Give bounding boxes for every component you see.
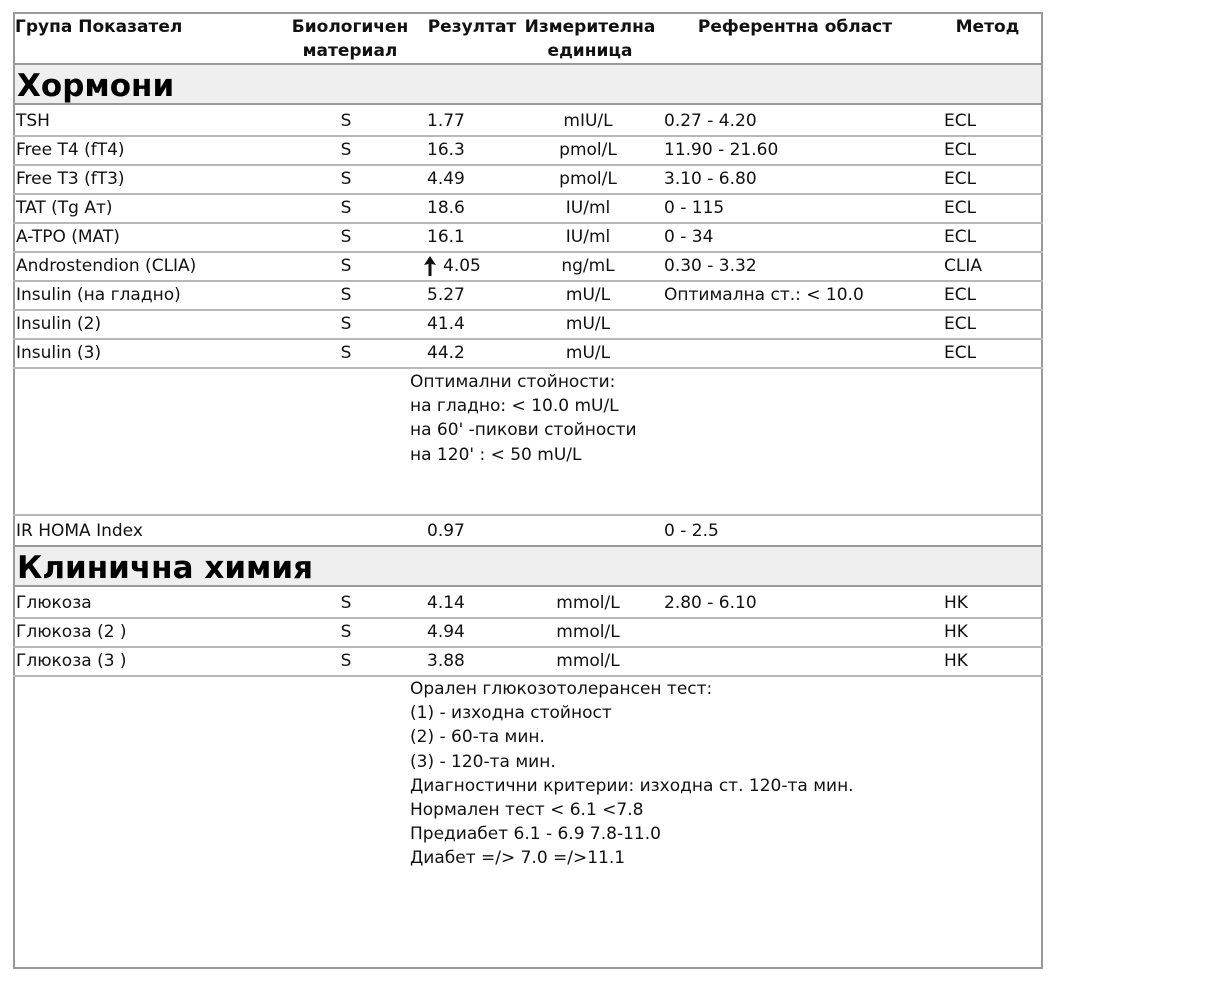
row-result: 16.1 [427, 227, 465, 247]
report-bottom-border [13, 967, 1043, 969]
row-method: ECL [944, 198, 977, 218]
row-name: Insulin (3) [16, 343, 102, 363]
row-name: Глюкоза (3 ) [16, 651, 127, 671]
row-unit: pmol/L [559, 169, 617, 189]
row-reference: 0 - 115 [664, 198, 725, 218]
row-reference: Оптимална ст.: < 10.0 [664, 285, 864, 305]
row-result: 4.49 [427, 169, 465, 189]
section-chemistry [13, 545, 1043, 587]
note-line: Предиабет 6.1 - 6.9 7.8-11.0 [410, 824, 661, 845]
table-row [13, 251, 1043, 282]
table-row [13, 222, 1043, 253]
row-material: S [340, 140, 352, 160]
row-reference: 0.27 - 4.20 [664, 111, 757, 131]
row-method: ECL [944, 169, 977, 189]
row-name: Insulin (2) [16, 314, 102, 334]
row-method: CLIA [944, 256, 982, 276]
row-name: TSH [16, 111, 50, 131]
row-method: ECL [944, 140, 977, 160]
row-result: 4.05 [443, 254, 481, 278]
row-result: 41.4 [427, 314, 465, 334]
row-name: Глюкоза (2 ) [16, 622, 127, 642]
row-method: ECL [944, 227, 977, 247]
note-line: на гладно: < 10.0 mU/L [410, 396, 619, 417]
table-row [13, 280, 1043, 311]
row-method: ECL [944, 285, 977, 305]
row-unit: mIU/L [563, 111, 613, 131]
row-material: S [340, 169, 352, 189]
row-unit: mmol/L [556, 651, 620, 671]
row-method: ECL [944, 343, 977, 363]
row-reference: 2.80 - 6.10 [664, 593, 757, 613]
header-material-line1: Биологичен [291, 17, 409, 37]
row-name: TAT (Tg Ат) [16, 198, 113, 218]
table-row [13, 309, 1043, 340]
row-reference: 11.90 - 21.60 [664, 140, 779, 160]
row-name: Androstendion (CLIA) [16, 256, 197, 276]
row-result: 4.14 [427, 593, 465, 613]
table-row [13, 106, 1043, 137]
row-material: S [340, 198, 352, 218]
row-method: ECL [944, 314, 977, 334]
table-row [13, 646, 1043, 677]
row-material: S [340, 227, 352, 247]
row-reference: 3.10 - 6.80 [664, 169, 757, 189]
homa-result: 0.97 [427, 521, 465, 541]
row-material: S [340, 343, 352, 363]
header-unit-line1: Измерителна [524, 17, 656, 37]
row-result: 16.3 [427, 140, 465, 160]
header-material [280, 15, 420, 63]
row-material: S [340, 256, 352, 276]
row-result: 4.94 [427, 622, 465, 642]
header-unit [520, 15, 660, 63]
header-group: Група Показател [15, 17, 183, 37]
row-unit: IU/ml [565, 227, 611, 247]
row-reference: 0.30 - 3.32 [664, 256, 757, 276]
homa-name: IR HOMA Index [16, 521, 143, 541]
section-hormones [13, 63, 1043, 105]
row-unit: mU/L [565, 314, 611, 334]
row-unit: ng/mL [561, 256, 615, 276]
note-line: (3) - 120-та мин. [410, 751, 556, 772]
row-material: S [340, 314, 352, 334]
homa-row [13, 516, 1043, 545]
row-result: 1.77 [427, 111, 465, 131]
header-material-line2: материал [302, 41, 398, 61]
note-line: Диагностични критерии: изходна ст. 120-та мин. [410, 775, 854, 796]
table-row [13, 135, 1043, 166]
row-result: 18.6 [427, 198, 465, 218]
row-result: 3.88 [427, 651, 465, 671]
note-line: на 120' : < 50 mU/L [410, 444, 582, 465]
row-material: S [340, 111, 352, 131]
header-unit-line2: единица [547, 41, 633, 61]
row-material: S [340, 622, 352, 642]
row-name: Глюкоза [16, 593, 92, 613]
arrow-up-icon [424, 256, 436, 276]
row-name: Free T3 (fT3) [16, 169, 125, 189]
header-method: Метод [955, 17, 1020, 37]
row-method: ECL [944, 111, 977, 131]
row-unit: IU/ml [565, 198, 611, 218]
note-line: Диабет =/> 7.0 =/>11.1 [410, 848, 626, 869]
note-line: (2) - 60-та мин. [410, 727, 545, 748]
row-method: HK [944, 622, 968, 642]
row-result: 44.2 [427, 343, 465, 363]
table-row [13, 617, 1043, 648]
note-line: (1) - изходна стойност [410, 703, 612, 724]
row-material: S [340, 651, 352, 671]
header-result: Резултат [427, 17, 517, 37]
table-row [13, 193, 1043, 224]
row-name: Free T4 (fT4) [16, 140, 125, 160]
section-chemistry-title: Клинична химия [17, 550, 313, 586]
section-hormones-title: Хормони [17, 68, 175, 104]
row-name: Insulin (на гладно) [16, 285, 181, 305]
table-row [13, 164, 1043, 195]
row-unit: mU/L [565, 343, 611, 363]
row-material: S [340, 593, 352, 613]
row-method: HK [944, 593, 968, 613]
table-row [13, 338, 1043, 369]
row-result: 5.27 [427, 285, 465, 305]
row-unit: mmol/L [556, 622, 620, 642]
row-name: A-TPO (MAT) [16, 227, 120, 247]
row-reference: 0 - 34 [664, 227, 714, 247]
table-row [13, 588, 1043, 619]
header-reference: Референтна област [697, 17, 893, 37]
row-unit: mU/L [565, 285, 611, 305]
homa-reference: 0 - 2.5 [664, 521, 719, 541]
row-material: S [340, 285, 352, 305]
note-line: на 60' -пикови стойности [410, 420, 637, 441]
row-method: HK [944, 651, 968, 671]
note-line: Оптимални стойности: [410, 372, 616, 392]
row-unit: pmol/L [559, 140, 617, 160]
row-unit: mmol/L [556, 593, 620, 613]
note-line: Нормален тест < 6.1 <7.8 [410, 800, 644, 820]
note-line: Орален глюкозотолерансен тест: [410, 679, 713, 699]
